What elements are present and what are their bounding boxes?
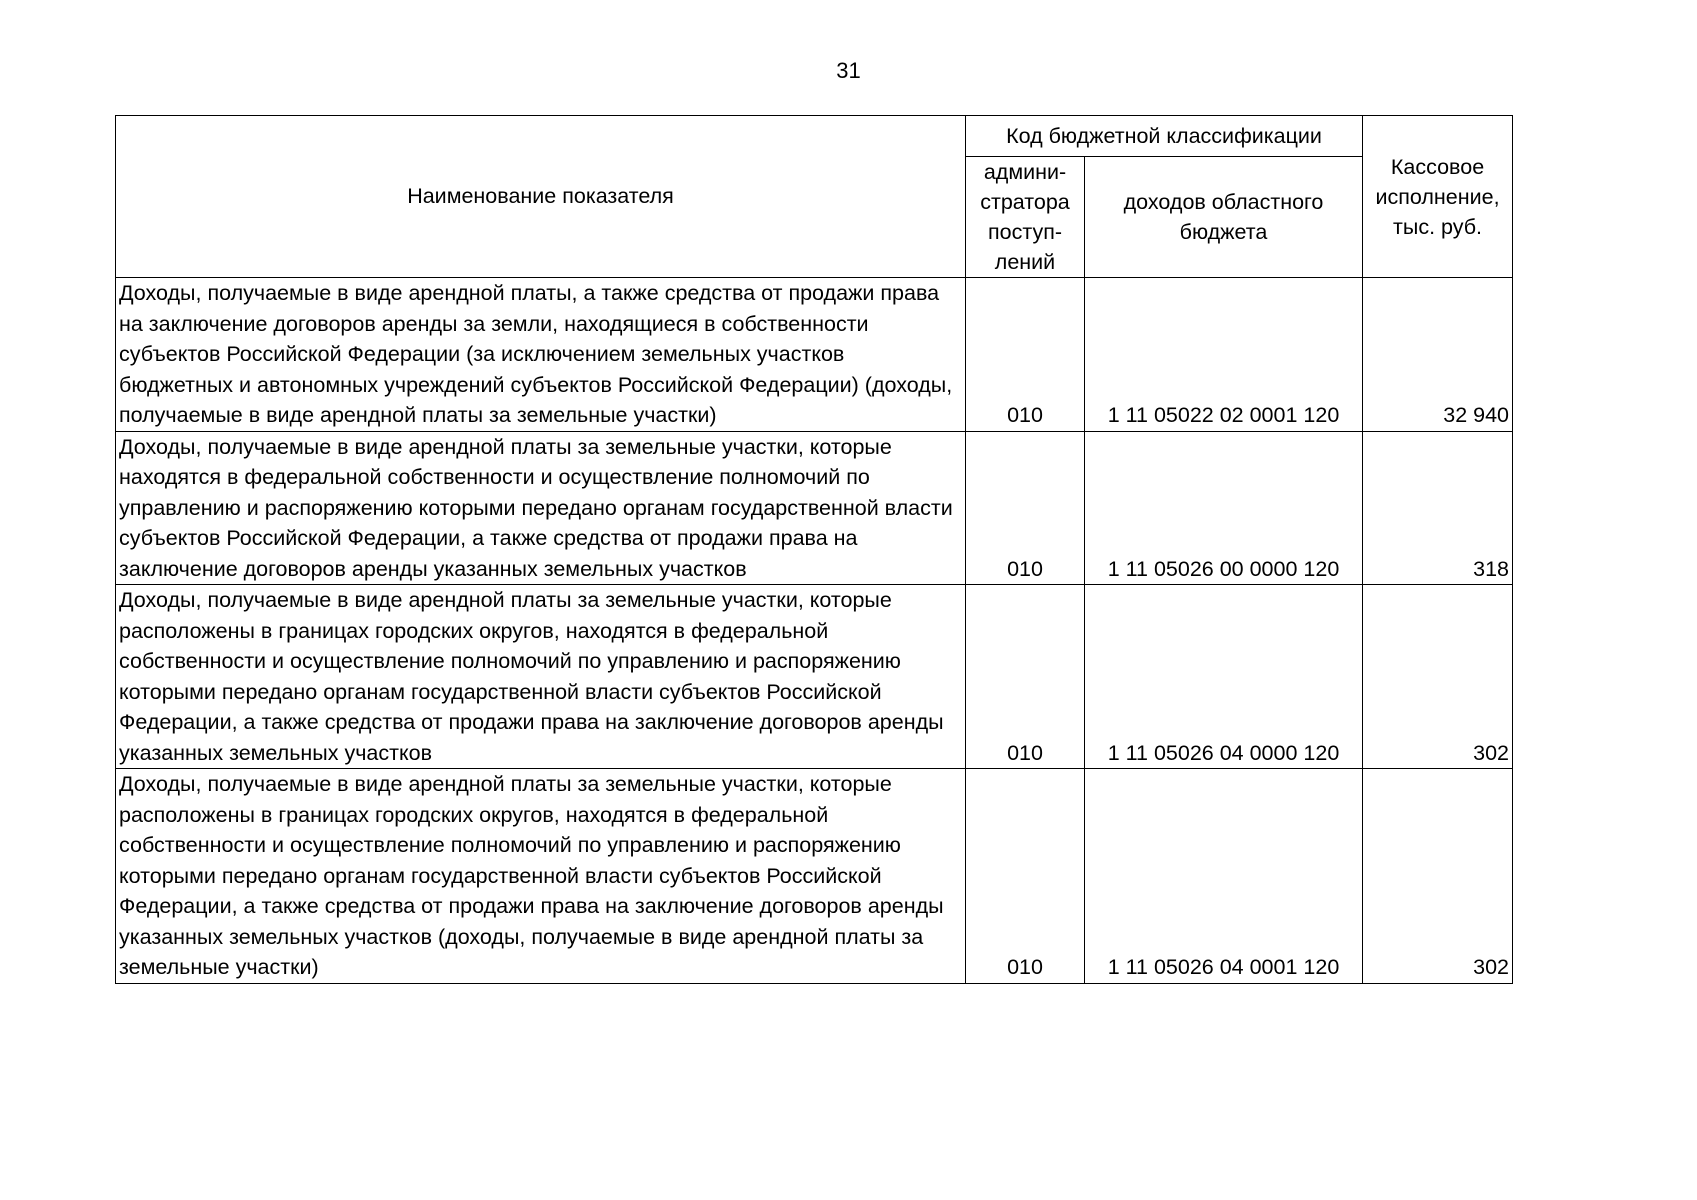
header-regional-income-label: доходов областного бюджета <box>1123 190 1324 244</box>
administrator-code-cell: 010 <box>966 278 1085 432</box>
table-row <box>116 585 1513 769</box>
income-code-cell: 1 11 05026 00 0000 120 <box>1085 431 1363 585</box>
table-header <box>116 116 1513 278</box>
table-row <box>116 769 1513 984</box>
page-number: 31 <box>836 58 861 83</box>
cash-execution-cell: 302 <box>1363 585 1513 769</box>
administrator-code-cell: 010 <box>966 431 1085 585</box>
table-row <box>116 278 1513 432</box>
indicator-name-cell: Доходы, получаемые в виде арендной платы за земельные участки, которые расположены в границах городских округов, находятся в федеральной собственности и осуществление полномочий по управлению и распоряжению которыми передано органам государственной власти субъектов Российской Федерации, а также средства от продажи права на заключение договоров аренды указанных земельных участков <box>116 585 966 769</box>
header-indicator-name: Наименование показателя <box>116 116 966 278</box>
income-code-cell: 1 11 05026 04 0000 120 <box>1085 585 1363 769</box>
header-administrator: админи-стратора поступ-лений <box>966 157 1085 278</box>
header-cash-execution <box>1363 116 1513 278</box>
cash-execution-cell: 318 <box>1363 431 1513 585</box>
indicator-name-cell: Доходы, получаемые в виде арендной платы за земельные участки, которые находятся в федеральной собственности и осуществление полномочий по управлению и распоряжению которыми передано органам государственной власти субъектов Российской Федерации, а также средства от продажи права на заключение договоров аренды указанных земельных участков <box>116 431 966 585</box>
indicator-name-cell: Доходы, получаемые в виде арендной платы, а также средства от продажи права на заключение договоров аренды за земли, находящиеся в собственности субъектов Российской Федерации (за исключением земельных участков бюджетных и автономных учреждений субъектов Российской Федерации) (доходы, получаемые в виде арендной платы за земельные участки) <box>116 278 966 432</box>
administrator-code-cell: 010 <box>966 769 1085 984</box>
income-code-cell: 1 11 05026 04 0001 120 <box>1085 769 1363 984</box>
table-row <box>116 431 1513 585</box>
header-cash-execution-label: Кассовое исполнение, тыс. руб. <box>1375 154 1500 239</box>
revenue-table <box>115 115 1513 984</box>
header-regional-income <box>1085 157 1363 278</box>
income-code-cell: 1 11 05022 02 0001 120 <box>1085 278 1363 432</box>
cash-execution-cell: 302 <box>1363 769 1513 984</box>
header-budget-code-group: Код бюджетной классификации <box>966 116 1363 157</box>
cash-execution-cell: 32 940 <box>1363 278 1513 432</box>
indicator-name-cell: Доходы, получаемые в виде арендной платы за земельные участки, которые расположены в границах городских округов, находятся в федеральной собственности и осуществление полномочий по управлению и распоряжению которыми передано органам государственной власти субъектов Российской Федерации, а также средства от продажи права на заключение договоров аренды указанных земельных участков (доходы, получаемые в виде арендной платы за земельные участки) <box>116 769 966 984</box>
administrator-code-cell: 010 <box>966 585 1085 769</box>
